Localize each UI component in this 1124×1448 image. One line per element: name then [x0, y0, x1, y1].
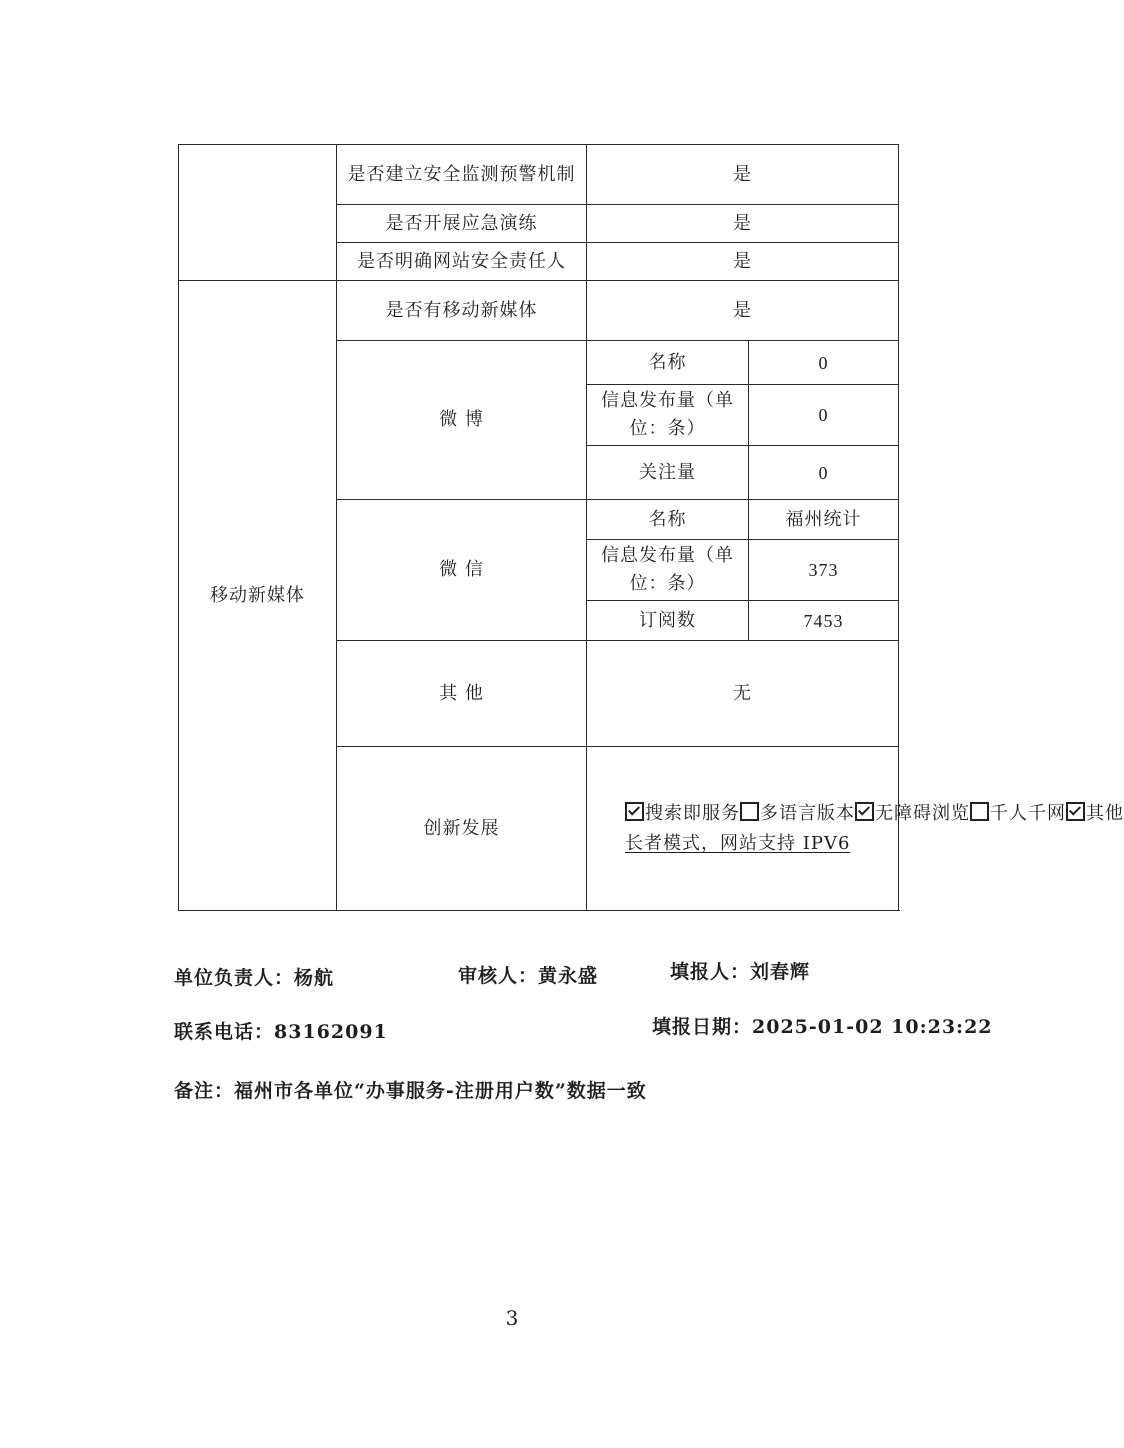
- page-number: 3: [505, 1306, 519, 1330]
- date-line: [652, 1012, 993, 1039]
- innovation-other: [625, 829, 888, 859]
- leader-name: 杨航: [294, 967, 335, 989]
- blank-section-cell: [179, 145, 337, 281]
- reviewer-name: 黄永盛: [538, 965, 599, 987]
- checkbox-checked-icon: [855, 802, 874, 821]
- checkbox-checked-icon: [1066, 802, 1085, 821]
- option-label: 其他: [1086, 802, 1124, 824]
- phone-label: 联系电话：: [174, 1021, 275, 1043]
- filler-label: 填报人：: [670, 961, 751, 983]
- innovation-options: [625, 799, 1124, 829]
- checkbox-checked-icon: [625, 802, 644, 821]
- weibo-follow-value: 0: [749, 446, 899, 500]
- wechat-label: 微 信: [337, 500, 587, 641]
- other-description: 长者模式，网站支持 IPV6: [625, 832, 851, 854]
- weibo-label: 微 博: [337, 341, 587, 500]
- wechat-sub-value: 7453: [749, 601, 899, 641]
- row-value: 是: [587, 145, 899, 205]
- innovation-options-cell: [587, 747, 1124, 911]
- filler-line: [670, 957, 810, 984]
- leader-line: [174, 963, 334, 990]
- weibo-follow-label: 关注量: [587, 446, 749, 500]
- wechat-count-value: 373: [749, 540, 899, 601]
- phone-line: [174, 1017, 388, 1044]
- row-value: 是: [587, 243, 899, 281]
- option-label: 无障碍浏览: [875, 802, 970, 824]
- weibo-count-label: 信息发布量（单位：条）: [587, 385, 749, 446]
- wechat-name-value: 福州统计: [749, 500, 899, 540]
- report-table: [178, 144, 1124, 911]
- row-label: 是否开展应急演练: [337, 205, 587, 243]
- weibo-name-value: 0: [749, 341, 899, 385]
- row-label: 是否有移动新媒体: [337, 281, 587, 341]
- note: 备注：福州市各单位“办事服务-注册用户数”数据一致: [174, 1080, 647, 1102]
- row-value: 是: [587, 281, 899, 341]
- wechat-name-label: 名称: [587, 500, 749, 540]
- other-value: 无: [587, 641, 899, 747]
- wechat-count-label: 信息发布量（单位：条）: [587, 540, 749, 601]
- row-label: 是否明确网站安全责任人: [337, 243, 587, 281]
- table-row: [179, 281, 899, 341]
- date-value: 2025-01-02 10:23:22: [752, 1016, 993, 1038]
- section-label-mobile: 移动新媒体: [179, 281, 337, 911]
- reviewer-line: [458, 961, 598, 988]
- table-row: [179, 145, 899, 205]
- checkbox-unchecked-icon: [740, 802, 759, 821]
- filler-name: 刘春辉: [750, 961, 811, 983]
- row-label: 是否建立安全监测预警机制: [337, 145, 587, 205]
- other-label: 其 他: [337, 641, 587, 747]
- row-value: 是: [587, 205, 899, 243]
- reviewer-label: 审核人：: [458, 965, 539, 987]
- wechat-sub-label: 订阅数: [587, 601, 749, 641]
- checkbox-unchecked-icon: [970, 802, 989, 821]
- section-label-innovation: 创新发展: [337, 747, 587, 911]
- phone-number: 83162091: [274, 1021, 388, 1043]
- option-label: 千人千网: [990, 802, 1066, 824]
- leader-label: 单位负责人：: [174, 967, 295, 989]
- weibo-name-label: 名称: [587, 341, 749, 385]
- date-label: 填报日期：: [652, 1016, 753, 1038]
- option-label: 多语言版本: [760, 802, 855, 824]
- weibo-count-value: 0: [749, 385, 899, 446]
- option-label: 搜索即服务: [645, 802, 740, 824]
